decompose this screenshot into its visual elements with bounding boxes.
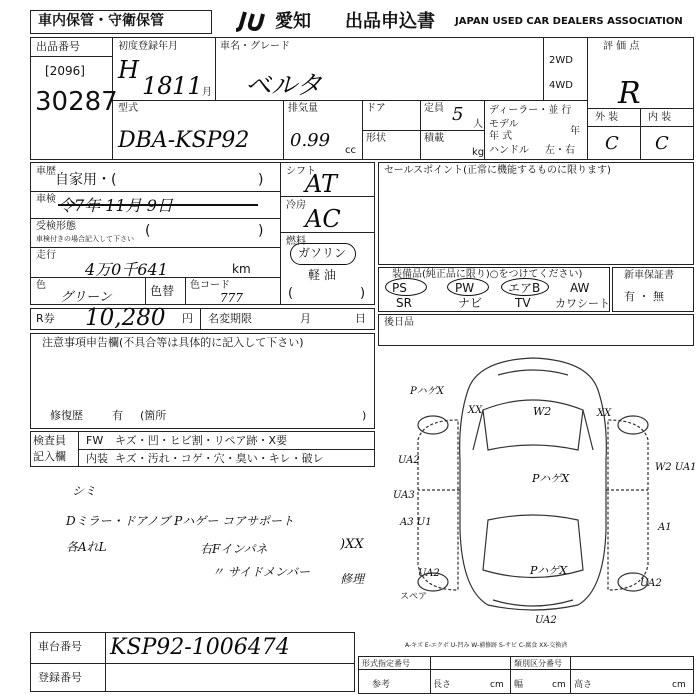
drive-2wd: 2WD — [549, 55, 573, 66]
recycle-yen: 円 — [182, 312, 193, 325]
shaken-strike — [58, 204, 258, 206]
ac-value: AC — [305, 205, 341, 233]
lot-number: 30287 — [35, 87, 118, 117]
receive-paren-open: ( — [145, 223, 151, 239]
notes-label: 注意事項申告欄(不具合等は具体的に記入して下さい) — [42, 336, 304, 349]
sales-label: セールスポイント(正常に機能するものに限ります) — [384, 165, 611, 176]
model-label: 型式 — [118, 103, 138, 114]
inspector-label-1: 検査員 — [33, 434, 66, 447]
reg-era: H — [118, 56, 139, 84]
warranty-options: 有 ・ 無 — [624, 290, 664, 303]
fuel-value: ガソリン — [298, 246, 347, 260]
car-name: ベルタ — [245, 71, 322, 101]
rating-ext: C — [605, 133, 619, 154]
history-label: 車歴 — [36, 166, 56, 177]
diagram-mark-10: A1 — [658, 522, 672, 533]
shift-label: シフト — [286, 166, 316, 177]
receive-paren-close: ) — [258, 223, 264, 239]
shift-value: AT — [305, 170, 338, 198]
footer-cert1: 形式指定番号 — [362, 659, 410, 668]
rating-int: C — [655, 133, 669, 154]
repair-value: 有 — [112, 409, 123, 422]
fuel-alt: 軽 油 — [308, 268, 336, 282]
load-unit: kg — [472, 147, 485, 158]
footer-width: 幅 — [514, 680, 524, 690]
equip-airbag-circle — [501, 278, 549, 296]
footer-cert2: 類別区分番号 — [514, 659, 562, 668]
footer-width-unit: cm — [552, 680, 566, 690]
diagram-mark-5: UA2 — [398, 455, 420, 466]
footer-length: 長さ — [433, 680, 452, 690]
diagram-mark-14: UA2 — [535, 615, 557, 626]
fuel-paren-close: ) — [360, 286, 366, 301]
deadline-label: 名変期限 — [208, 312, 252, 325]
reg-month: 11 — [172, 72, 203, 100]
color-code-value: 777 — [220, 291, 243, 305]
chassis-label: 車台番号 — [38, 640, 82, 653]
diagram-mark-13: UA2 — [640, 578, 662, 589]
diagram-mark-2: PハゲX — [410, 386, 444, 397]
equip-kawaseat: カワシート — [555, 297, 610, 310]
seat-value: 5 — [452, 104, 464, 125]
shaken-value: 令7年 11月 9日 — [58, 196, 173, 215]
drive-4wd: 4WD — [549, 80, 573, 91]
displacement-value: 0.99 — [290, 130, 331, 151]
deadline-day: 日 — [355, 312, 366, 325]
repair-label: 修復歴 — [50, 409, 83, 422]
repair-close: ) — [362, 409, 367, 422]
hw-note-7: 修理 — [340, 572, 365, 586]
org-name: 愛知 — [275, 11, 311, 32]
hw-note-5: 〃 サイドメンバー — [212, 565, 311, 579]
shaken-label: 車検 — [36, 194, 56, 205]
rear-items-label: 後日品 — [384, 317, 414, 328]
mileage-unit: km — [232, 262, 251, 276]
diagram-mark-1: W2 — [533, 405, 552, 418]
equip-tv: TV — [515, 296, 531, 310]
recycle-value: 10,280 — [85, 305, 166, 331]
hw-note-3: 各AれL — [66, 540, 107, 554]
repair-location: (箇所 — [140, 409, 167, 422]
diagram-mark-12: UA2 — [418, 568, 440, 579]
lot-sub: [2096] — [45, 64, 85, 78]
handle-label: ハンドル — [489, 145, 529, 156]
fuel-label: 燃料 — [286, 236, 306, 247]
equip-aw: AW — [570, 281, 590, 295]
color-label: 色 — [36, 280, 46, 291]
header-left-title: 車内保管・守衛保管 — [38, 13, 164, 29]
nen-label: 年 式 — [489, 131, 513, 142]
equip-pw-circle — [447, 278, 489, 296]
mileage-value: 4万0千641 — [85, 260, 168, 279]
receive-note: 車検付きの場合記入して下さい — [36, 235, 134, 243]
footer-length-unit: cm — [490, 680, 504, 690]
reg-year: 18 — [142, 72, 173, 100]
form-title: 出品申込書 — [345, 11, 435, 32]
seat-label: 定員 — [424, 103, 444, 114]
deadline-month: 月 — [300, 312, 311, 325]
hw-note-4: 右Fインパネ — [200, 542, 268, 556]
handle-options: 左・右 — [545, 145, 575, 156]
equip-navi: ナビ — [458, 296, 483, 310]
equip-airbag: エアB — [508, 281, 541, 295]
diagram-mark-6: UA3 — [393, 490, 415, 501]
equip-ps-circle — [385, 278, 427, 296]
diagram-mark-9: PハゲX — [532, 472, 570, 485]
hw-note-2: Dミラー・ドアノブ Pハゲー コアサポート — [66, 514, 295, 528]
warranty-label: 新車保証書 — [624, 270, 674, 281]
diagram-mark-4: XX — [597, 408, 612, 419]
chassis-value: KSP92-1006474 — [110, 635, 290, 660]
fuel-paren-open: ( — [288, 286, 294, 301]
recycle-block — [30, 308, 375, 330]
equip-ps: PS — [392, 281, 407, 295]
displacement-label: 排気量 — [288, 103, 318, 114]
history-value: 自家用・( — [55, 172, 117, 188]
english-org: JAPAN USED CAR DEALERS ASSOCIATION — [455, 16, 683, 27]
color-value: グリーン — [60, 290, 112, 305]
reg-month-unit: 月 — [202, 87, 212, 98]
dealer-label: ディーラー・並 行 — [489, 105, 572, 116]
diagram-mark-8: W2 UA1 — [655, 462, 697, 473]
inspector-row1: キズ・凹・ヒビ割・リペア跡・X要 — [115, 434, 288, 447]
load-label: 積載 — [424, 133, 444, 144]
receive-label: 受検形態 — [36, 221, 76, 232]
ac-label: 冷房 — [286, 200, 306, 211]
model-year-label: モデル — [489, 119, 519, 130]
hw-note-6: )XX — [340, 537, 364, 552]
shape-label: 形状 — [366, 133, 386, 144]
rating-ext-label: 外 装 — [595, 112, 619, 123]
inspector-fw: FW — [86, 434, 104, 447]
registration-label: 登録番号 — [38, 671, 82, 684]
year-unit: 年 — [570, 126, 580, 137]
equipment-label: 装備品(純正品に限り)○をつけてください) — [392, 269, 583, 280]
diagram-legend: A-キズ E-エクボ U-凹み W-補修跡 S-サビ C-腐食 XX-交換済 — [405, 642, 568, 649]
rating-label: 評 価 点 — [603, 41, 640, 52]
sales-block — [378, 162, 694, 265]
diagram-mark-3: XX — [468, 405, 483, 416]
diagram-mark-7: A3 U1 — [400, 517, 432, 528]
hw-note-1: シミ — [72, 484, 97, 498]
recycle-label: R券 — [36, 312, 55, 325]
rating-score: R — [618, 76, 641, 111]
color-change-label: 色替 — [150, 284, 175, 298]
color-code-label: 色コード — [190, 280, 230, 291]
car-name-label: 車名・グレード — [220, 41, 290, 52]
history-close: ) — [258, 172, 264, 188]
displacement-unit: cc — [345, 145, 356, 156]
footer-height: 高さ — [574, 680, 593, 690]
mileage-label: 走行 — [36, 250, 56, 261]
diagram-spare: スペア — [400, 592, 428, 602]
footer-ref: 参考 — [372, 680, 391, 690]
lot-label: 出品番号 — [36, 40, 80, 53]
first-reg-label: 初度登録年月 — [118, 41, 178, 52]
diagram-mark-11: PハゲX — [530, 564, 568, 577]
rating-int-label: 内 装 — [648, 112, 672, 123]
rear-items-block — [378, 314, 694, 346]
inspector-label-2: 記入欄 — [33, 450, 66, 463]
footer-height-unit: cm — [672, 680, 686, 690]
seat-unit: 人 — [473, 119, 483, 130]
model-value: DBA-KSP92 — [118, 128, 250, 153]
door-label: ドア — [366, 103, 386, 114]
equip-pw: PW — [455, 281, 475, 295]
inspector-row2: キズ・汚れ・コゲ・穴・臭い・キレ・破レ — [115, 452, 324, 465]
inspector-interior: 内装 — [86, 452, 108, 465]
equip-sr: SR — [396, 296, 412, 310]
ju-logo — [235, 10, 275, 32]
